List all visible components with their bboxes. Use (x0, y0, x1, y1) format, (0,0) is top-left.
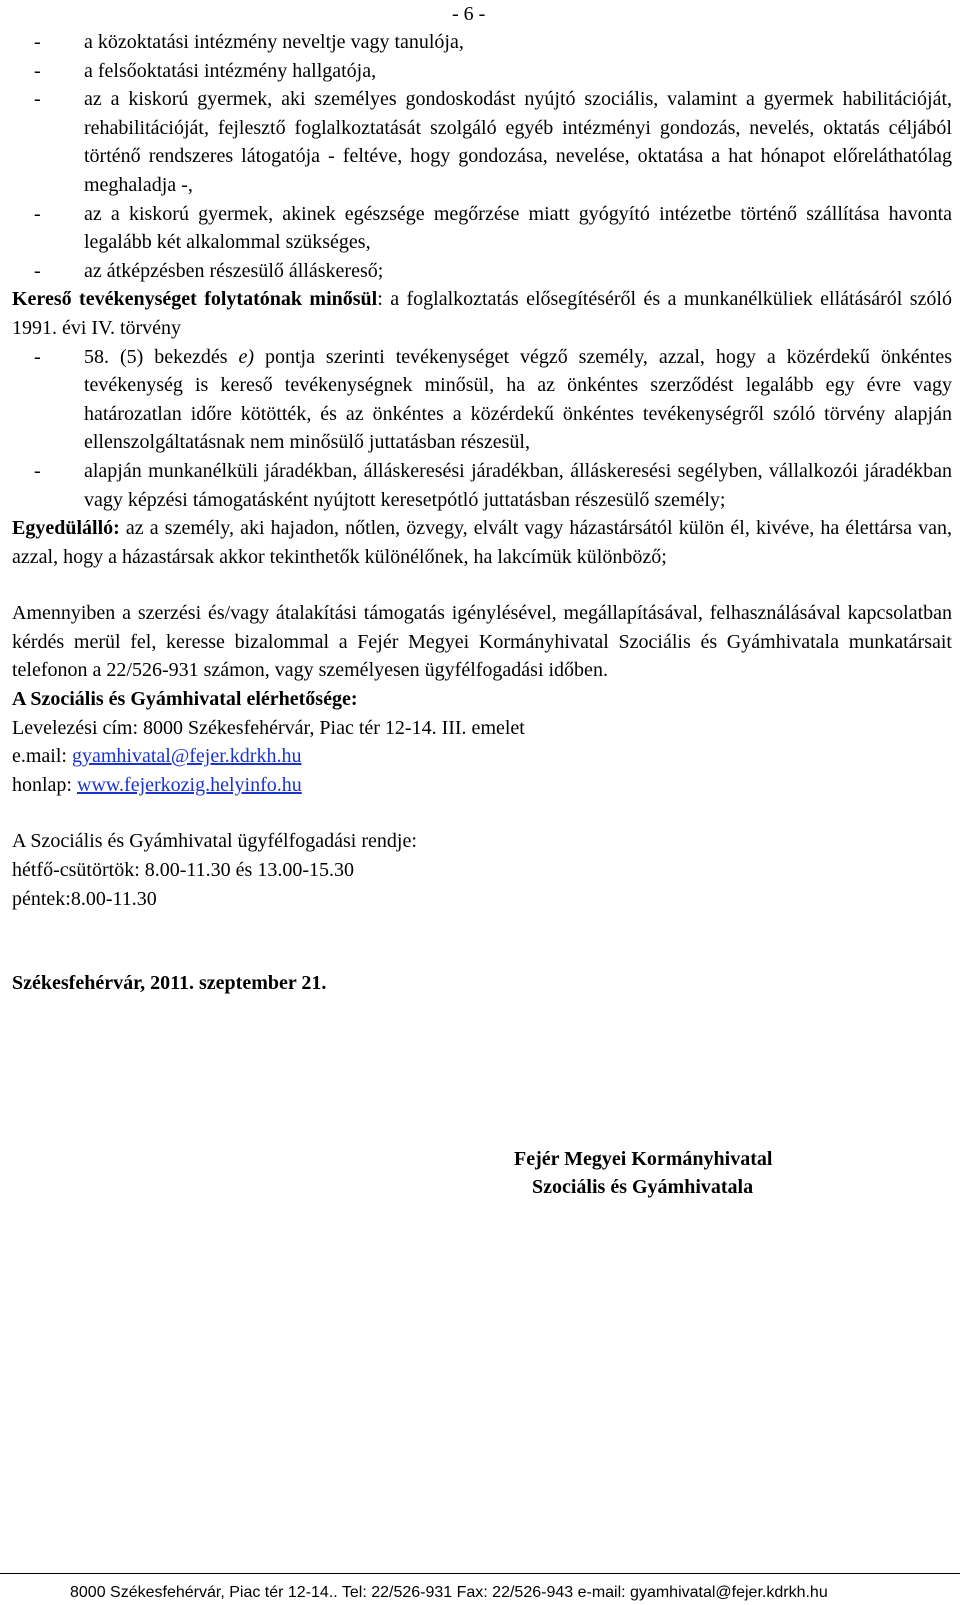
list-item: - a közoktatási intézmény neveltje vagy tanulója, (34, 31, 464, 53)
contact-heading: A Szociális és Gyámhivatal elérhetősége: (12, 688, 358, 711)
list-item: - alapján munkanélküli járadékban, álláskeresési járadékban, álláskeresési segélyben, vállalkozói járadékban vagy képzési támogatásként nyújtott keresetpótló juttatásban részesülő személy; (34, 459, 952, 511)
info-paragraph: Amennyiben a szerzési és/vagy átalakítási támogatás igénylésével, megállapításával, felhasználásával kapcsolatban kérdés merül fel, keresse bizalommal a Fejér Megyei Kormányhivatal Szociális és Gyámhivatala munkatársait telefonon a 22/526-931 számon, vagy személyesen ügyfélfogadási időben. (12, 602, 952, 682)
definition-kereso: Kereső tevékenységet folytatónak minősül: a foglalkoztatás elősegítéséről és a munkanélküliek ellátásáról szóló 1991. évi IV. törvény (12, 288, 952, 339)
hours-line: péntek:8.00-11.30 (12, 887, 157, 910)
definition-term: Egyedülálló: (12, 517, 120, 540)
date-line: Székesfehérvár, 2011. szeptember 21. (12, 972, 327, 995)
contact-address: Levelezési cím: 8000 Székesfehérvár, Piac tér 12-14. III. emelet (12, 716, 525, 739)
definition-egyedulallo: Egyedülálló: az a személy, aki hajadon, nőtlen, özvegy, elvált vagy házastársától külön él, kivéve, ha élettársa van, azzal, hogy a házastársak akkor tekinthetők különélőnek, ha lakcímük különböző; (12, 517, 952, 568)
list-item: - az átképzésben részesülő álláskereső; (34, 259, 384, 282)
hours-line: hétfő-csütörtök: 8.00-11.30 és 13.00-15.30 (12, 859, 354, 882)
signature-line: Szociális és Gyámhivatala (532, 1176, 754, 1198)
page-number: - 6 - (452, 3, 486, 25)
website-link[interactable]: www.fejerkozig.helyinfo.hu (77, 773, 302, 796)
list-item: - 58. (5) bekezdés e) pontja szerinti tevékenységet végző személy, azzal, hogy a közérdekű önkéntes tevékenység is kereső tevékenységnek minősül, ha az önkéntes szerződést legalább egy évre vagy határozatlan időre kötötték, és az önkéntes a közérdekű önkéntes tevékenységről szóló törvény alapján ellenszolgáltatásnak nem minősülő juttatásban részesül, (34, 345, 952, 454)
contact-website: honlap: www.fejerkozig.helyinfo.hu (12, 773, 302, 796)
page-footer: 8000 Székesfehérvár, Piac tér 12-14.. Tel: 22/526-931 Fax: 22/526-943 e-mail: gyamhivatal@fejer.kdrkh.hu (70, 1584, 828, 1601)
footer-divider (0, 1573, 960, 1574)
hours-heading: A Szociális és Gyámhivatal ügyfélfogadási rendje: (12, 830, 417, 853)
signature-line: Fejér Megyei Kormányhivatal (514, 1148, 773, 1170)
definition-term: Kereső tevékenységet folytatónak minősül (12, 288, 378, 311)
document-body (12, 28, 952, 998)
list-item: - a felsőoktatási intézmény hallgatója, (34, 59, 377, 82)
contact-email: e.mail: gyamhivatal@fejer.kdrkh.hu (12, 745, 302, 768)
list-item: - az a kiskorú gyermek, akinek egészsége megőrzése miatt gyógyító intézetbe történő szállítása havonta legalább két alkalommal szükséges, (34, 202, 952, 254)
list-item: - az a kiskorú gyermek, aki személyes gondoskodást nyújtó szociális, valamint a gyermek habilitációját, rehabilitációját, fejlesztő foglalkoztatását szolgáló egyéb intézményi gondozás, nevelés, oktatás céljából történő rendszeres látogatója - feltéve, hogy gondozása, nevelése, oktatása a hat hónapot előreláthatólag meghaladja -, (34, 88, 952, 196)
email-link[interactable]: gyamhivatal@fejer.kdrkh.hu (71, 745, 302, 768)
signature-block (514, 1145, 772, 1201)
